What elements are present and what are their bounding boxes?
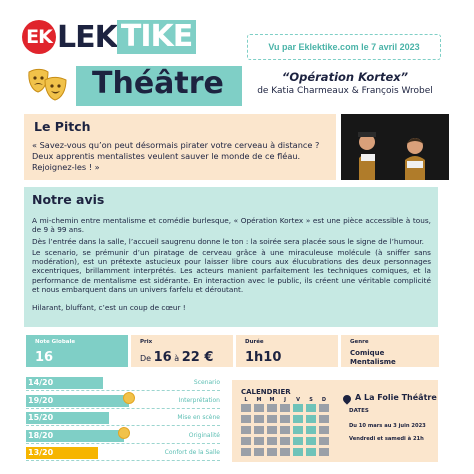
rating-divider [26, 460, 220, 461]
award-medal-icon [118, 427, 130, 439]
pitch-heading: Le Pitch [34, 119, 91, 134]
genre-label: Genre [350, 339, 369, 345]
calendar-day-cell [319, 437, 329, 445]
calendar-day-cell [267, 426, 277, 434]
price-value [140, 350, 213, 365]
rating-label: Originalité [188, 432, 220, 439]
calendar-day-cell [306, 404, 316, 412]
rating-row [26, 395, 220, 407]
review-paragraph: A mi-chemin entre mentalisme et comédie burlesque, « Opération Kortex » est une pièce accessible à tous, de 9 à 99 ans. [32, 216, 431, 235]
calendar-day-cell [241, 437, 251, 445]
weekday-label: M [269, 397, 275, 403]
calendar-day-cell [293, 415, 303, 423]
calendar-day-cell [267, 404, 277, 412]
duration-label: Durée [245, 339, 264, 345]
calendar-day-cell [241, 415, 251, 423]
rating-divider [26, 425, 220, 426]
show-authors: de Katia Charmeaux & François Wrobel [257, 86, 433, 96]
weekday-label: S [309, 397, 313, 403]
venue-name: A La Folie Théâtre [355, 393, 437, 402]
dates-range: Du 10 mars au 3 juin 2023 [349, 423, 426, 429]
calendar-day-cell [241, 404, 251, 412]
dates-schedule: Vendredi et samedi à 21h [349, 436, 424, 442]
review-byline: Vu par Eklektike.com le 7 avril 2023 [247, 34, 441, 60]
calendar-day-cell [293, 437, 303, 445]
calendar-day-cell [254, 448, 264, 456]
calendar-day-cell [241, 448, 251, 456]
review-paragraph: Dès l’entrée dans la salle, l’accueil saugrenu donne le ton : la soirée sera placée sous le signe de l’humour. [32, 236, 425, 246]
calendar-day-cell [280, 426, 290, 434]
calendar-grid [241, 404, 329, 456]
overall-score-label: Note Globale [35, 339, 76, 345]
genre-line: Comique [350, 349, 385, 357]
rating-divider [26, 408, 220, 409]
weekday-label: M [256, 397, 262, 403]
calendar-day-cell [254, 404, 264, 412]
weekday-label: V [296, 397, 300, 403]
logo-tike: TIKE [117, 20, 196, 54]
calendar-day-cell [319, 426, 329, 434]
calendar-day-cell [319, 415, 329, 423]
calendar-day-cell [254, 415, 264, 423]
calendar-day-cell [280, 415, 290, 423]
calendar-day-cell [280, 437, 290, 445]
calendar-day-cell [241, 426, 251, 434]
calendar-day-cell [306, 426, 316, 434]
calendar-day-cell [306, 448, 316, 456]
calendar-weekdays [241, 397, 329, 403]
pitch-section [24, 114, 336, 180]
duration-box [236, 335, 338, 367]
calendar-day-cell [267, 448, 277, 456]
rating-score: 14/20 [28, 378, 54, 387]
calendar-day-cell [254, 437, 264, 445]
rating-divider [26, 390, 220, 391]
rating-row [26, 377, 220, 389]
rating-score: 13/20 [28, 448, 54, 457]
weekday-label: D [321, 397, 327, 403]
rating-score: 15/20 [28, 413, 54, 422]
logo-ek: EK [22, 20, 56, 54]
location-pin-icon [341, 393, 352, 404]
photo-sign-2 [407, 161, 423, 168]
logo-lek: LEK [57, 19, 117, 55]
theatre-masks-icon [26, 66, 70, 106]
price-to-text: à [171, 354, 182, 363]
weekday-label: L [244, 397, 248, 403]
category-title: Théâtre [92, 66, 224, 101]
review-conclusion: Hilarant, bluffant, c’est un coup de cœur ! [32, 303, 186, 313]
rating-row [26, 412, 220, 424]
price-from-text: De [140, 354, 154, 363]
calendar-day-cell [267, 415, 277, 423]
rating-score: 18/20 [28, 431, 54, 440]
calendar-day-cell [254, 426, 264, 434]
price-min: 16 [153, 350, 172, 365]
show-photo [341, 114, 449, 180]
overall-score-value: 16 [35, 350, 54, 365]
eklektike-logo[interactable] [22, 20, 196, 54]
price-max: 22 € [181, 350, 214, 365]
photo-sign-1 [361, 154, 375, 161]
genre-line: Mentalisme [350, 357, 396, 366]
rating-label: Scenario [193, 379, 220, 386]
rating-row [26, 447, 220, 459]
weekday-label: J [284, 397, 286, 403]
rating-score: 19/20 [28, 396, 54, 405]
calendar-day-cell [293, 448, 303, 456]
dates-label: DATES [349, 408, 369, 414]
calendar-day-cell [293, 426, 303, 434]
show-title: “Opération Kortex” [281, 70, 409, 84]
review-paragraph: Le scenario, se prémunir d’un piratage de cerveau grâce à une miraculeuse molécule (à sniffer sans modération), est un prétexte astucieux pour laisser libre cours aux élucubrations des deux personnages excentriques, brillamment interprétés. Les acteurs manient parfaitement les techniques comiques, et la performance de mentalisme est sidérante. En interaction avec le public, ils créent une véritable complicité et nous embarquent dans un univers farfelu et déroutant. [32, 247, 431, 295]
rating-label: Mise en scène [177, 414, 220, 421]
pitch-text: « Savez-vous qu’on peut désormais pirater votre cerveau à distance ? Deux apprentis mentalistes veulent sauver le monde de ce fléau. Rejoignez-les ! » [32, 140, 320, 172]
calendar-day-cell [306, 415, 316, 423]
duration-value: 1h10 [245, 350, 282, 365]
genre-box [341, 335, 439, 367]
rating-label: Interprétation [178, 397, 220, 404]
review-body [32, 216, 431, 322]
rating-divider [26, 443, 220, 444]
calendar-day-cell [293, 404, 303, 412]
review-heading: Notre avis [32, 192, 105, 207]
price-box [131, 335, 233, 367]
overall-score-box [26, 335, 128, 367]
rating-label: Confort de la Salle [164, 449, 220, 456]
calendar-venue-box [232, 380, 438, 462]
calendar-day-cell [306, 437, 316, 445]
review-section [24, 187, 438, 327]
calendar-day-cell [319, 448, 329, 456]
calendar-day-cell [280, 448, 290, 456]
rating-row [26, 430, 220, 442]
calendar-day-cell [280, 404, 290, 412]
calendar-day-cell [267, 437, 277, 445]
genre-value [350, 349, 396, 366]
award-medal-icon [123, 392, 135, 404]
calendar-day-cell [319, 404, 329, 412]
calendar-title: CALENDRIER [241, 388, 291, 396]
price-label: Prix [140, 339, 153, 345]
